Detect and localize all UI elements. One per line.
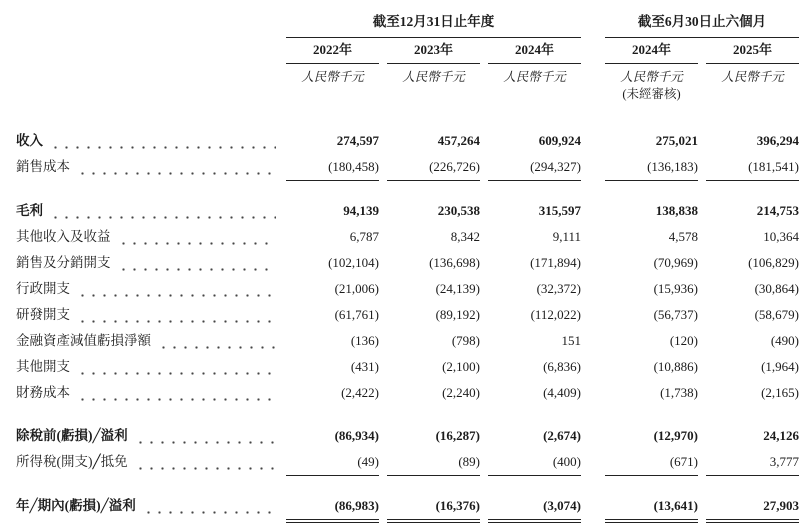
cell-value: 24,126 <box>763 428 799 443</box>
table-row <box>16 276 799 302</box>
column-header-2025-interim: 2025年 <box>706 40 799 64</box>
row-label-cell <box>16 276 278 302</box>
cell-value: 230,538 <box>437 203 480 218</box>
cell-value: 396,294 <box>756 133 799 148</box>
cell-value: (13,641) <box>605 493 698 520</box>
dot-leader <box>77 172 276 175</box>
row-label: 其他收入及收益 <box>16 229 111 244</box>
row-label: 金融資產減值虧損淨額 <box>16 333 151 348</box>
row-label-cell <box>16 328 278 354</box>
header-currency <box>16 64 799 86</box>
table-row <box>16 154 799 181</box>
row-label-cell <box>16 380 278 406</box>
row-label-cell <box>16 449 278 475</box>
cell-value: (2,422) <box>341 385 379 400</box>
cell-value: (12,970) <box>653 428 698 443</box>
dot-leader <box>77 320 276 323</box>
row-label: 所得稅(開支)╱抵免 <box>16 454 128 469</box>
cell-value: (106,829) <box>748 255 799 270</box>
dot-leader <box>77 294 276 297</box>
row-label: 收入 <box>16 133 43 148</box>
dot-leader <box>50 146 276 149</box>
cell-value: 3,777 <box>706 449 799 476</box>
cell-value: (89) <box>387 449 480 476</box>
dot-leader <box>77 398 276 401</box>
cell-value: (10,886) <box>653 359 698 374</box>
currency-label: 人民幣千元 <box>301 70 364 84</box>
row-label: 其他開支 <box>16 359 70 374</box>
column-header-2024-interim: 2024年 <box>605 40 698 64</box>
cell-value: (56,737) <box>653 307 698 322</box>
cell-value: 10,364 <box>763 229 799 244</box>
cell-value: (226,726) <box>387 154 480 181</box>
table-row <box>16 224 799 250</box>
column-header-2023: 2023年 <box>387 40 480 64</box>
cell-value: (86,983) <box>286 493 379 520</box>
cell-value: (181,541) <box>706 154 799 181</box>
cell-value: (24,139) <box>435 281 480 296</box>
dot-leader <box>158 346 276 349</box>
table-row <box>16 380 799 406</box>
row-label-cell <box>16 493 278 519</box>
cell-value: 457,264 <box>437 133 480 148</box>
table-body <box>16 128 799 520</box>
column-header-2024: 2024年 <box>488 40 581 64</box>
table-row <box>16 250 799 276</box>
cell-value: (2,674) <box>543 428 581 443</box>
cell-value: (30,864) <box>754 281 799 296</box>
table-row <box>16 198 799 224</box>
row-label: 銷售成本 <box>16 159 70 174</box>
dot-leader <box>118 242 277 245</box>
table-row <box>16 354 799 380</box>
row-label-cell <box>16 128 278 154</box>
header-unaudited <box>16 86 799 102</box>
row-label: 年╱期內(虧損)╱溢利 <box>16 498 136 513</box>
cell-value: (120) <box>669 333 698 348</box>
cell-value: (294,327) <box>488 154 581 181</box>
row-label-cell <box>16 354 278 380</box>
cell-value: 315,597 <box>538 203 581 218</box>
cell-value: (1,738) <box>660 385 698 400</box>
cell-value: (180,458) <box>286 154 379 181</box>
currency-label: 人民幣千元 <box>620 70 683 84</box>
cell-value: (1,964) <box>761 359 799 374</box>
cell-value: 8,342 <box>450 229 480 244</box>
cell-value: (21,006) <box>334 281 379 296</box>
table-row <box>16 493 799 520</box>
cell-value: (2,240) <box>442 385 480 400</box>
table-row <box>16 423 799 449</box>
row-label-cell <box>16 302 278 328</box>
column-header-2022: 2022年 <box>286 40 379 64</box>
row-label: 研發開支 <box>16 307 70 322</box>
cell-value: (4,409) <box>543 385 581 400</box>
cell-value: 27,903 <box>706 493 799 520</box>
header-years <box>16 40 799 64</box>
cell-value: 94,139 <box>343 203 379 218</box>
cell-value: 138,838 <box>655 203 698 218</box>
cell-value: (58,679) <box>754 307 799 322</box>
row-label-cell <box>16 154 278 180</box>
cell-value: (89,192) <box>435 307 480 322</box>
currency-label: 人民幣千元 <box>721 70 784 84</box>
dot-leader <box>135 441 276 444</box>
cell-value: (15,936) <box>653 281 698 296</box>
table-row <box>16 128 799 154</box>
cell-value: 274,597 <box>336 133 379 148</box>
cell-value: (16,376) <box>387 493 480 520</box>
row-label: 行政開支 <box>16 281 70 296</box>
cell-value: 4,578 <box>668 229 698 244</box>
row-label: 財務成本 <box>16 385 70 400</box>
cell-value: 9,111 <box>552 229 581 244</box>
period-group-interim: 截至6月30日止六個月 <box>605 12 799 38</box>
row-label-cell <box>16 198 278 224</box>
cell-value: (136,698) <box>429 255 480 270</box>
cell-value: (136) <box>350 333 379 348</box>
currency-label: 人民幣千元 <box>503 70 566 84</box>
row-label-cell <box>16 423 278 449</box>
cell-value: (400) <box>488 449 581 476</box>
row-label: 除稅前(虧損)╱溢利 <box>16 428 128 443</box>
cell-value: 275,021 <box>655 133 698 148</box>
cell-value: (49) <box>286 449 379 476</box>
dot-leader <box>118 268 277 271</box>
cell-value: (61,761) <box>334 307 379 322</box>
cell-value: (136,183) <box>605 154 698 181</box>
cell-value: (671) <box>605 449 698 476</box>
dot-leader <box>143 511 276 514</box>
cell-value: (70,969) <box>653 255 698 270</box>
cell-value: 609,924 <box>538 133 581 148</box>
cell-value: (86,934) <box>334 428 379 443</box>
cell-value: 151 <box>561 333 581 348</box>
header-period-groups <box>16 12 799 38</box>
table-row <box>16 302 799 328</box>
cell-value: (798) <box>451 333 480 348</box>
cell-value: (112,022) <box>530 307 581 322</box>
cell-value: (2,165) <box>761 385 799 400</box>
period-group-annual: 截至12月31日止年度 <box>286 12 581 38</box>
cell-value: (6,836) <box>543 359 581 374</box>
cell-value: 6,787 <box>349 229 379 244</box>
row-label-cell <box>16 250 278 276</box>
row-label-cell <box>16 224 278 250</box>
cell-value: 214,753 <box>756 203 799 218</box>
cell-value: (32,372) <box>536 281 581 296</box>
cell-value: (102,104) <box>328 255 379 270</box>
dot-leader <box>135 467 276 470</box>
unaudited-label: (未經審核) <box>622 87 681 101</box>
cell-value: (490) <box>770 333 799 348</box>
row-label: 銷售及分銷開支 <box>16 255 111 270</box>
cell-value: (16,287) <box>435 428 480 443</box>
row-label: 毛利 <box>16 203 43 218</box>
dot-leader <box>50 216 276 219</box>
currency-label: 人民幣千元 <box>402 70 465 84</box>
table-row <box>16 449 799 476</box>
cell-value: (3,074) <box>488 493 581 520</box>
table-row <box>16 328 799 354</box>
cell-value: (2,100) <box>442 359 480 374</box>
dot-leader <box>77 372 276 375</box>
cell-value: (171,894) <box>530 255 581 270</box>
cell-value: (431) <box>350 359 379 374</box>
